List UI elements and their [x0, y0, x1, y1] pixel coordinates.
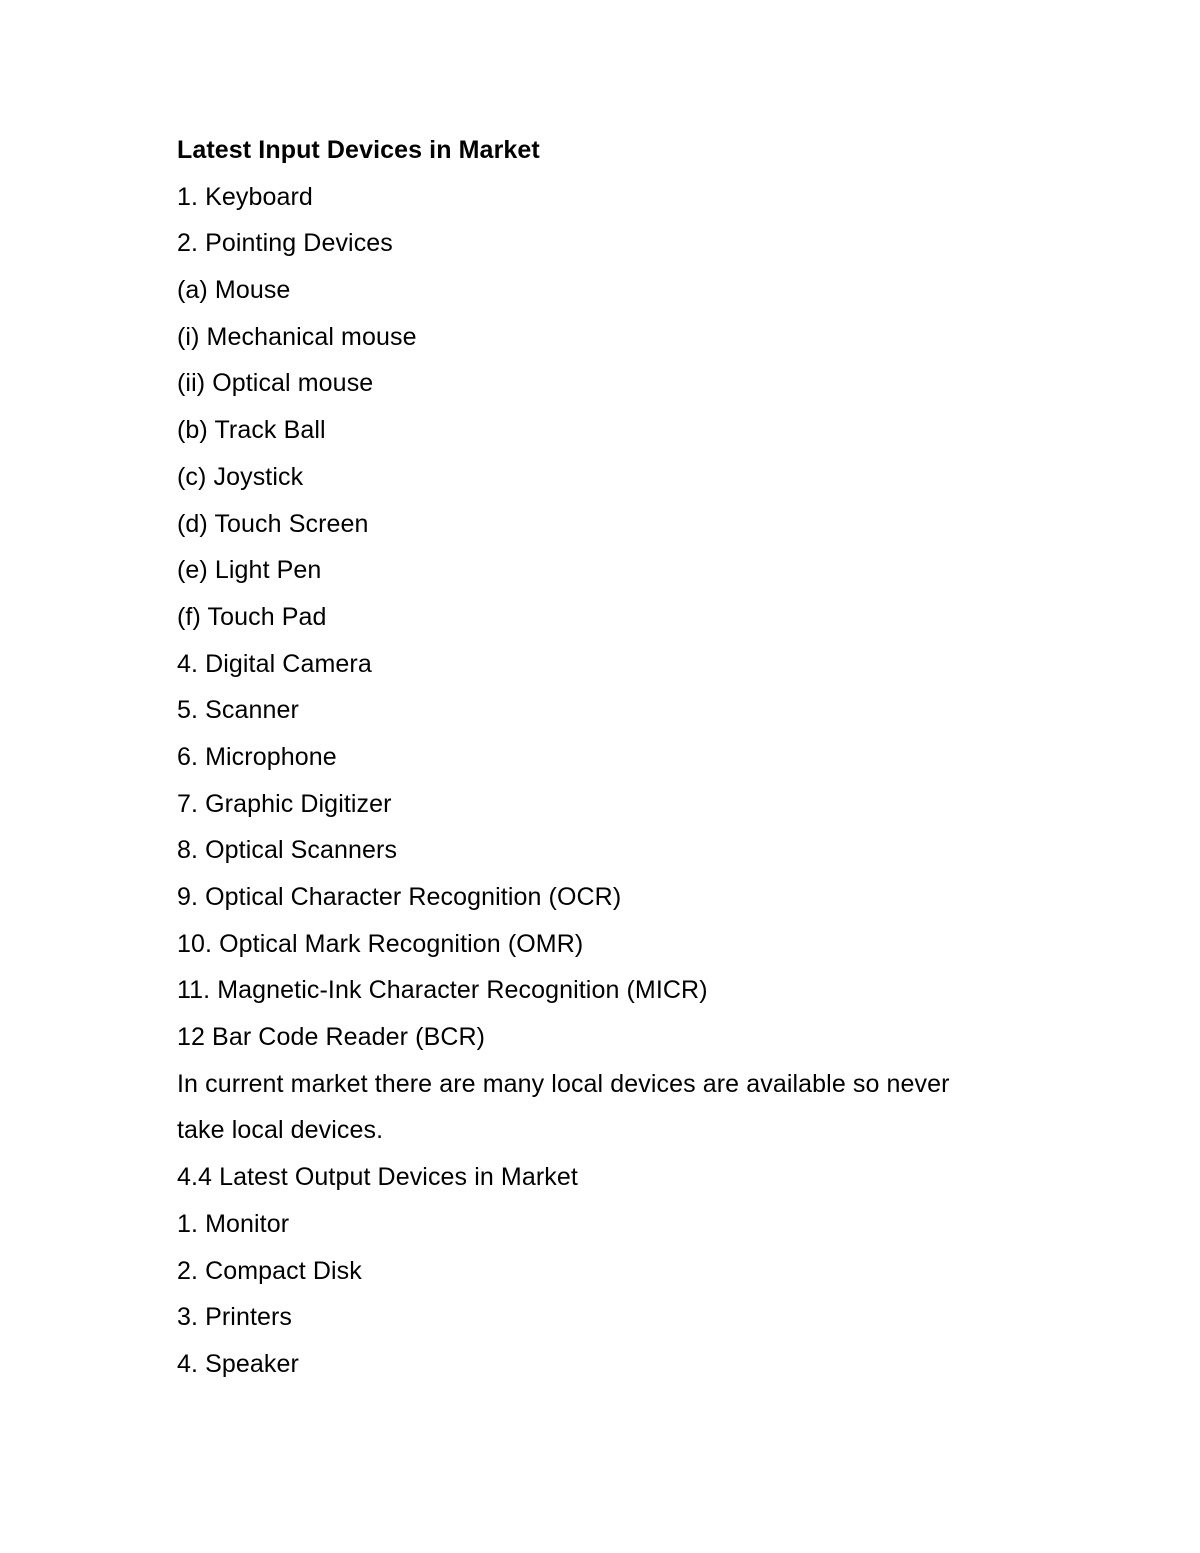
output-devices-heading: 4.4 Latest Output Devices in Market	[177, 1163, 578, 1192]
list-item: 7. Graphic Digitizer	[177, 789, 392, 818]
list-item: 12 Bar Code Reader (BCR)	[177, 1023, 486, 1052]
list-item: 4. Digital Camera	[177, 649, 372, 678]
document-body	[177, 136, 997, 1397]
note-continuation: take local devices.	[177, 1116, 384, 1145]
list-item: 1. Monitor	[177, 1209, 290, 1238]
list-item: 4. Speaker	[177, 1349, 299, 1378]
list-item: (b) Track Ball	[177, 416, 326, 445]
list-item: 11. Magnetic-Ink Character Recognition (MICR)	[177, 976, 708, 1005]
list-item: 5. Scanner	[177, 696, 299, 725]
list-item: (d) Touch Screen	[177, 509, 369, 538]
list-item: 6. Microphone	[177, 742, 337, 771]
input-devices-heading: Latest Input Devices in Market	[177, 136, 540, 164]
list-item: 10. Optical Mark Recognition (OMR)	[177, 929, 584, 958]
note-paragraph: In current market there are many local devices are available so never	[177, 1069, 950, 1098]
list-item: (i) Mechanical mouse	[177, 322, 417, 351]
list-item: 2. Compact Disk	[177, 1256, 362, 1285]
list-item: 9. Optical Character Recognition (OCR)	[177, 883, 622, 911]
list-item: (e) Light Pen	[177, 556, 322, 585]
list-item: 8. Optical Scanners	[177, 836, 398, 865]
list-item: (a) Mouse	[177, 276, 291, 305]
list-item: (f) Touch Pad	[177, 602, 327, 631]
list-item: (ii) Optical mouse	[177, 369, 374, 398]
list-item: 3. Printers	[177, 1303, 293, 1332]
list-item: 1. Keyboard	[177, 182, 313, 211]
list-item: 2. Pointing Devices	[177, 229, 393, 258]
list-item: (c) Joystick	[177, 462, 304, 491]
